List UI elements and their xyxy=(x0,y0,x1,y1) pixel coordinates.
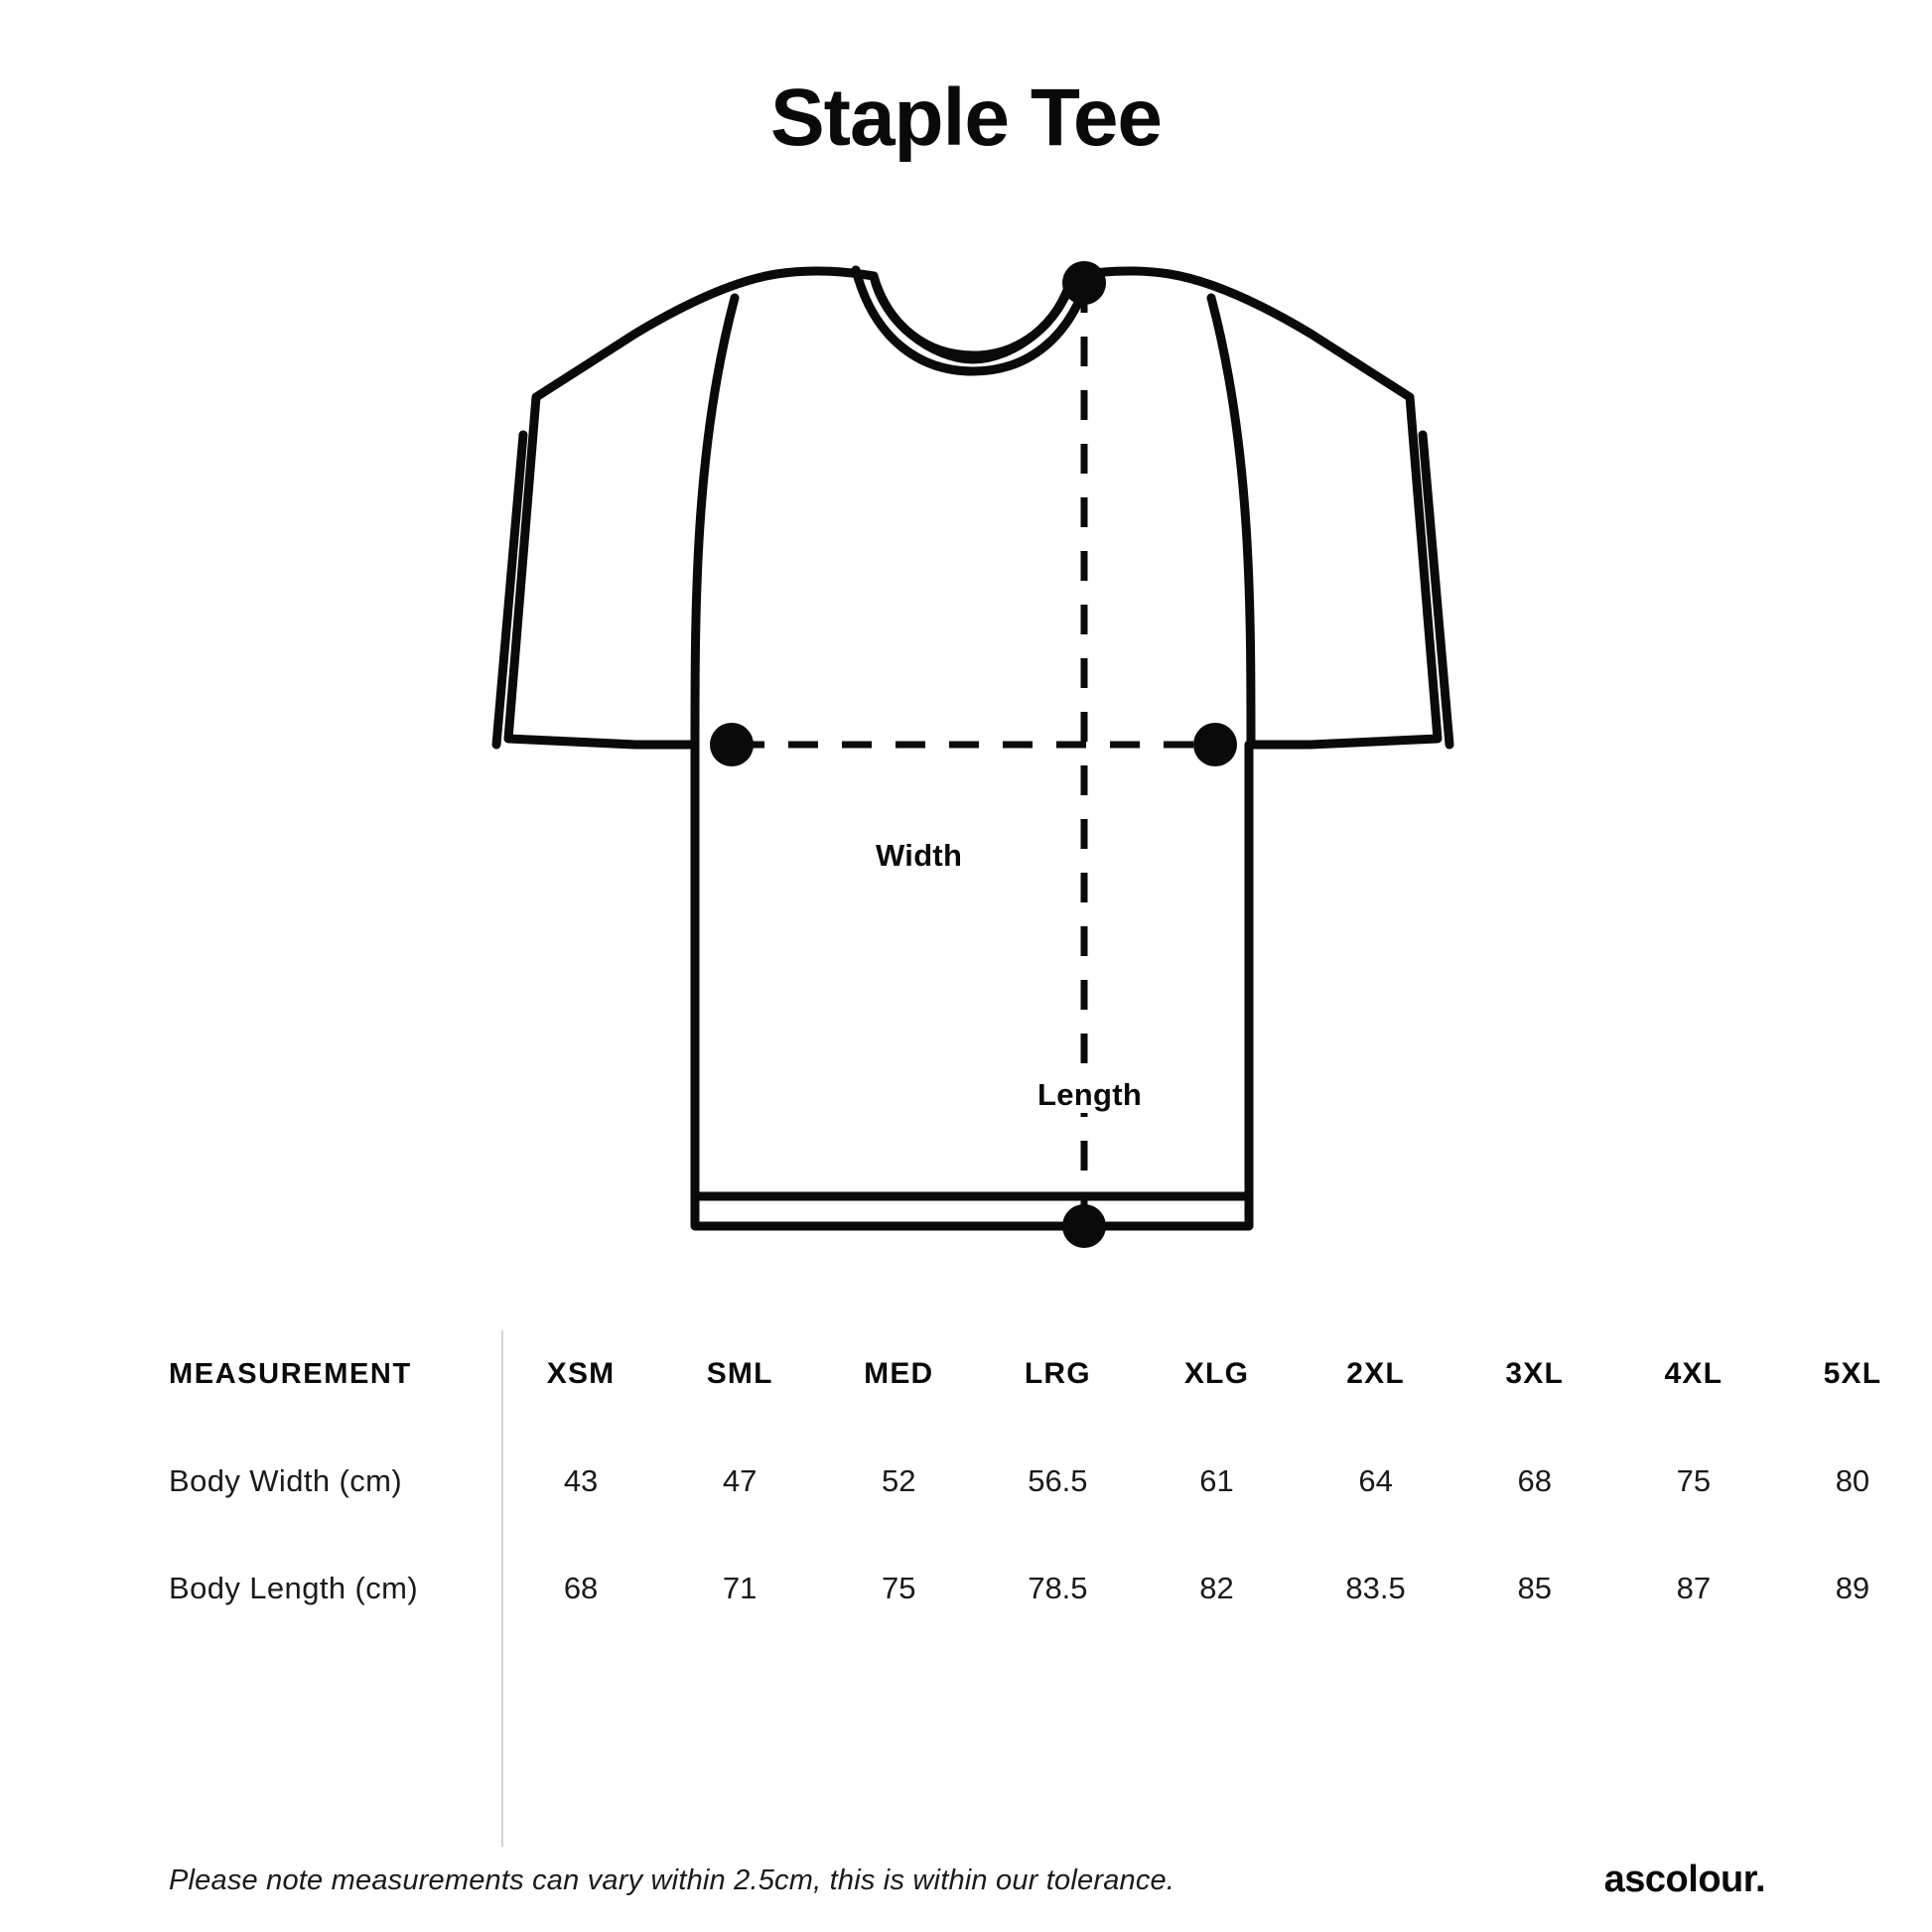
length-label: Length xyxy=(1028,1077,1152,1113)
table-row xyxy=(0,1535,1932,1642)
size-header-4xl: 4XL xyxy=(1664,1357,1724,1390)
tshirt-outline-svg xyxy=(0,248,1932,1301)
body-width-sml: 47 xyxy=(722,1463,758,1498)
table-row xyxy=(0,1428,1932,1535)
body-length-4xl: 87 xyxy=(1676,1571,1712,1605)
tshirt-diagram xyxy=(0,248,1932,1301)
size-header-sml: SML xyxy=(706,1357,773,1390)
size-header-5xl: 5XL xyxy=(1823,1357,1882,1390)
size-header-xlg: XLG xyxy=(1183,1357,1250,1390)
body-width-4xl: 75 xyxy=(1676,1463,1712,1498)
table-header-row xyxy=(0,1320,1932,1428)
page-title: Staple Tee xyxy=(769,72,1163,163)
body-length-med: 75 xyxy=(882,1571,916,1605)
dimension-endpoints xyxy=(710,261,1237,1248)
body-width-3xl: 68 xyxy=(1517,1463,1552,1498)
measurement-column-header: MEASUREMENT xyxy=(169,1357,412,1390)
body-length-lrg: 78.5 xyxy=(1028,1571,1088,1605)
body-width-lrg: 56.5 xyxy=(1028,1463,1088,1498)
row-label-body-width: Body Width (cm) xyxy=(169,1463,403,1498)
size-header-2xl: 2XL xyxy=(1346,1357,1405,1390)
size-header-3xl: 3XL xyxy=(1505,1357,1565,1390)
body-length-sml: 71 xyxy=(722,1571,758,1605)
body-width-5xl: 80 xyxy=(1835,1463,1870,1498)
body-length-2xl: 83.5 xyxy=(1345,1571,1406,1605)
body-length-xsm: 68 xyxy=(563,1571,599,1605)
body-length-5xl: 89 xyxy=(1835,1571,1870,1605)
body-width-med: 52 xyxy=(882,1463,916,1498)
size-header-med: MED xyxy=(864,1357,934,1390)
brand-logo: ascolour. xyxy=(1603,1859,1765,1900)
measurement-table xyxy=(0,1320,1932,1642)
body-width-xsm: 43 xyxy=(563,1463,599,1498)
row-label-body-length: Body Length (cm) xyxy=(169,1571,419,1605)
size-header-lrg: LRG xyxy=(1024,1357,1091,1390)
body-width-xlg: 61 xyxy=(1199,1463,1234,1498)
width-label: Width xyxy=(866,838,972,874)
body-width-2xl: 64 xyxy=(1358,1463,1393,1498)
body-length-3xl: 85 xyxy=(1517,1571,1552,1605)
size-header-xsm: XSM xyxy=(546,1357,616,1390)
body-length-xlg: 82 xyxy=(1199,1571,1234,1605)
tolerance-note: Please note measurements can vary within 2.5cm, this is within our tolerance. xyxy=(169,1864,1175,1896)
